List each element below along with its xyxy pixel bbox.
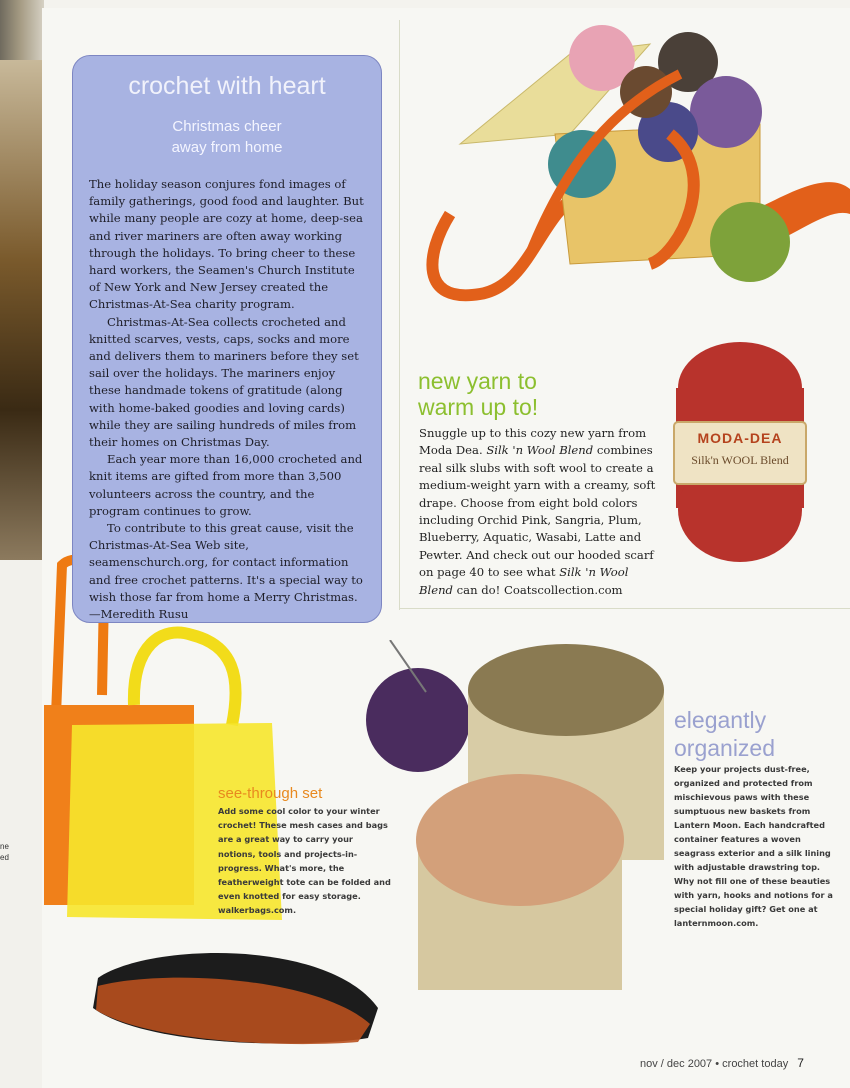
yarn-ball-plum [690, 76, 762, 148]
section-divider [399, 608, 850, 609]
left-page-text-fragment: ed [0, 853, 9, 862]
yarn-text-part: Snuggle up to this cozy new yarn from Moda Dea. [419, 426, 647, 458]
sidebar-paragraph: To contribute to this great cause, visit the Christmas-At-Sea Web site, seamenschurch.org, for contact information and free crochet patterns. It's a special way to wish those far from home a Merry Christmas. —Meredith Rusu [89, 521, 363, 622]
left-page-edge [0, 560, 42, 1088]
baskets-heading-line1: elegantly [674, 707, 767, 733]
yarn-heading [418, 368, 618, 420]
sidebar-body [89, 176, 367, 623]
ribbon [432, 194, 580, 295]
footer-issue: nov / dec 2007 [640, 1058, 713, 1070]
sidebar-subheading-line2: away from home [171, 139, 283, 156]
footer-magazine: crochet today [722, 1058, 789, 1070]
gift-box-yarn-photo [420, 14, 850, 314]
sidebar-paragraph: The holiday season conjures fond images of family gatherings, good food and laughter. But while many people are cozy at home, deep-sea and river mariners are often away working through the holidays. To bring cheer to these hard workers, the Seamen's Church Institute of New York and New Jersey created the Christmas-At-Sea charity program. [89, 177, 364, 312]
yarn-label-brand: MODA-DEA [697, 430, 783, 446]
yarn-label-product: Silk'n WOOL Blend [691, 453, 789, 467]
mesh-pencil-case-photo [88, 938, 388, 1058]
baskets-heading [674, 706, 844, 762]
page-footer [640, 1056, 820, 1070]
sidebar-subheading [72, 116, 382, 158]
left-page-text-fragment: ne [0, 842, 9, 851]
baskets-heading-line2: organized [674, 735, 776, 761]
sidebar-paragraph: Each year more than 16,000 crocheted and knit items are gifted from more than 3,500 volunteers across the country, and the program continues to grow. [89, 452, 363, 518]
set-article-text: Add some cool color to your winter crochet! These mesh cases and bags are a great way to carry your notions, tools and projects-in-progress. What's more, the featherweight tote can be folded and even knotted for easy storage. walkerbags.com. [218, 806, 391, 916]
yarn-heading-line2: warm up to! [418, 394, 539, 420]
yarn-product-name: Silk 'n Wool Blend [419, 565, 629, 597]
sidebar-subheading-line1: Christmas cheer [172, 118, 282, 135]
lantern-moon-baskets-photo [360, 640, 670, 1000]
footer-bullet: • [715, 1058, 720, 1070]
left-page-photo-edge [0, 60, 44, 560]
yarn-ball-wasabi [710, 202, 790, 282]
sidebar-heading: crochet with heart [128, 72, 326, 100]
purple-yarn-ball [366, 668, 470, 772]
baskets-article-text: Keep your projects dust-free, organized and protected from mischievous paws with these sumptuous new baskets from Lantern Moon. Each handcrafted container features a woven seagrass exterior and a silk lining with adjustable drawstring top. Why not fill one of these beauties with yarn, hooks and notions for a special holiday gift? Get one at lanternmoon.com. [674, 764, 833, 928]
yarn-product-name: Silk 'n Wool Blend [486, 443, 594, 458]
yarn-text-part: combines real silk slubs with soft wool to create a medium-weight yarn with a creamy, soft drape. Choose from eight bold colors including Orchid Pink, Sangria, Plum, Blueberry, Aquatic, Wasabi, Latte and Pewter. And check out our hooded scarf on page 40 to see what [419, 443, 656, 580]
page-number: 7 [797, 1056, 804, 1070]
sidebar-paragraph: Christmas-At-Sea collects crocheted and knitted scarves, vests, caps, socks and more and delivers them to mariners before they set sail over the holidays. The mariners enjoy these handmade tokens of gratitude (along with home-baked goodies and loving cards) while they are sailing hundreds of miles from their homes on Christmas Day. [89, 314, 359, 450]
set-heading: see-through set [218, 785, 323, 802]
yarn-article-text [419, 425, 664, 599]
column-divider [399, 20, 400, 610]
yarn-heading-line1: new yarn to [418, 368, 537, 394]
yarn-text-part: can do! Coatscollection.com [452, 582, 623, 597]
